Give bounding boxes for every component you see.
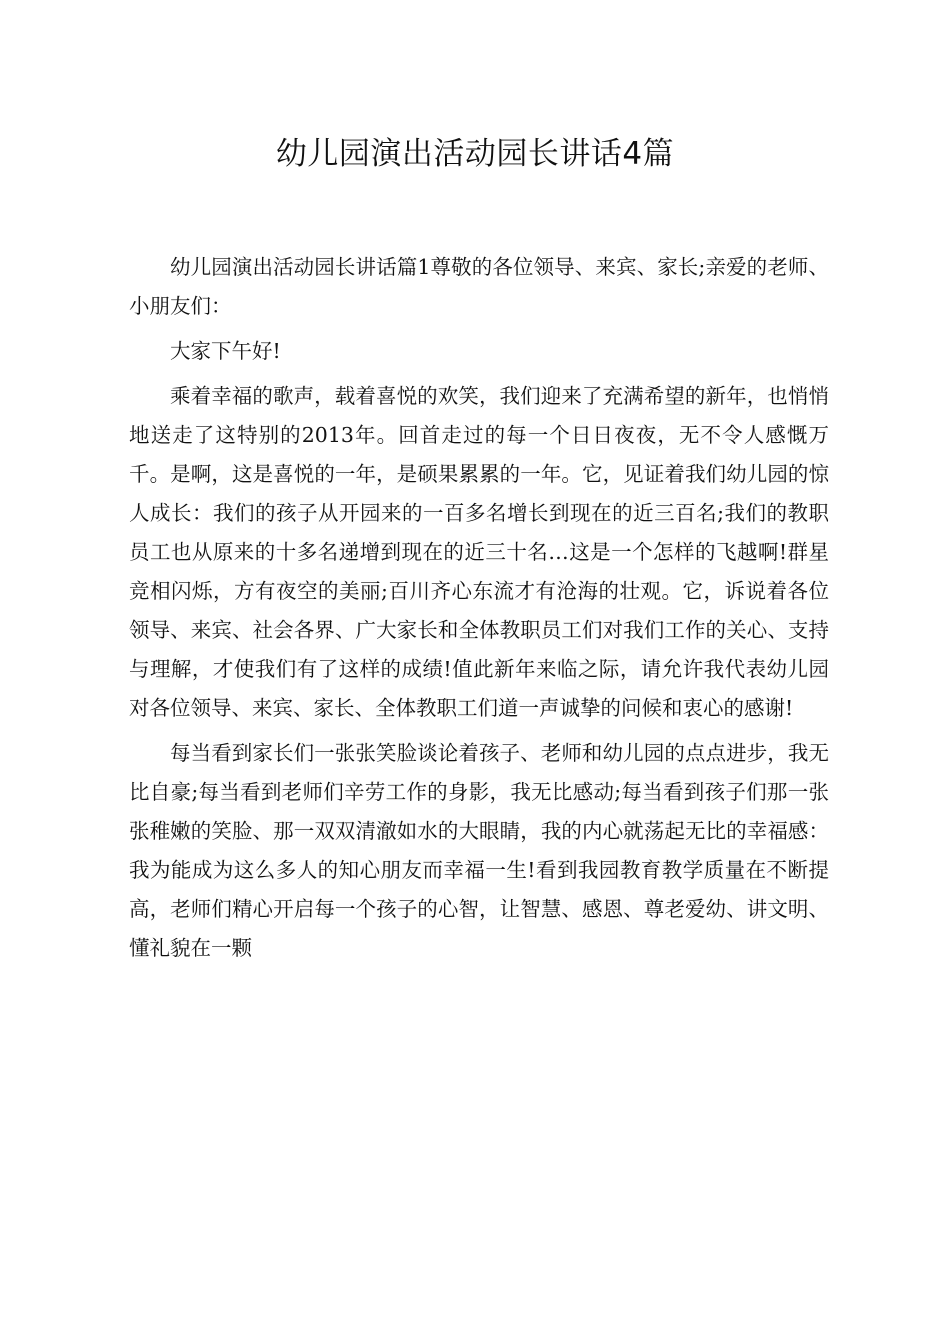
document-title: 幼儿园演出活动园长讲话4篇	[275, 136, 675, 172]
paragraph-pride: 每当看到家长们一张张笑脸谈论着孩子、老师和幼儿园的点点进步，我无比自豪;每当看到老师们辛劳工作的身影，我无比感动;每当看到孩子们那一张张稚嫩的笑脸、那一双双清澈如水的大眼睛，我的内心就荡起无比的幸福感：我为能成为这么多人的知心朋友而幸福一生!看到我园教育教学质量在不断提高，老师们精心开启每一个孩子的心智，让智慧、感恩、尊老爱幼、讲文明、懂礼貌在一颗	[129, 741, 829, 960]
document-body	[129, 248, 829, 974]
paragraph-salutation: 大家下午好!	[170, 339, 281, 363]
paragraph-greeting: 幼儿园演出活动园长讲话篇1尊敬的各位领导、来宾、家长;亲爱的老师、小朋友们：	[129, 255, 829, 318]
paragraph-new-year: 乘着幸福的歌声，载着喜悦的欢笑，我们迎来了充满希望的新年，也悄悄地送走了这特别的2013年。回首走过的每一个日日夜夜，无不令人感慨万千。是啊，这是喜悦的一年，是硕果累累的一年。它，见证着我们幼儿园的惊人成长：我们的孩子从开园来的一百多名增长到现在的近三百名;我们的教职员工也从原来的十多名递增到现在的近三十名…这是一个怎样的飞越啊!群星竞相闪烁，方有夜空的美丽;百川齐心东流才有沧海的壮观。它，诉说着各位领导、来宾、社会各界、广大家长和全体教职员工们对我们工作的关心、支持与理解，才使我们有了这样的成绩!值此新年来临之际，请允许我代表幼儿园对各位领导、来宾、家长、全体教职工们道一声诚挚的问候和衷心的感谢!	[129, 384, 829, 720]
